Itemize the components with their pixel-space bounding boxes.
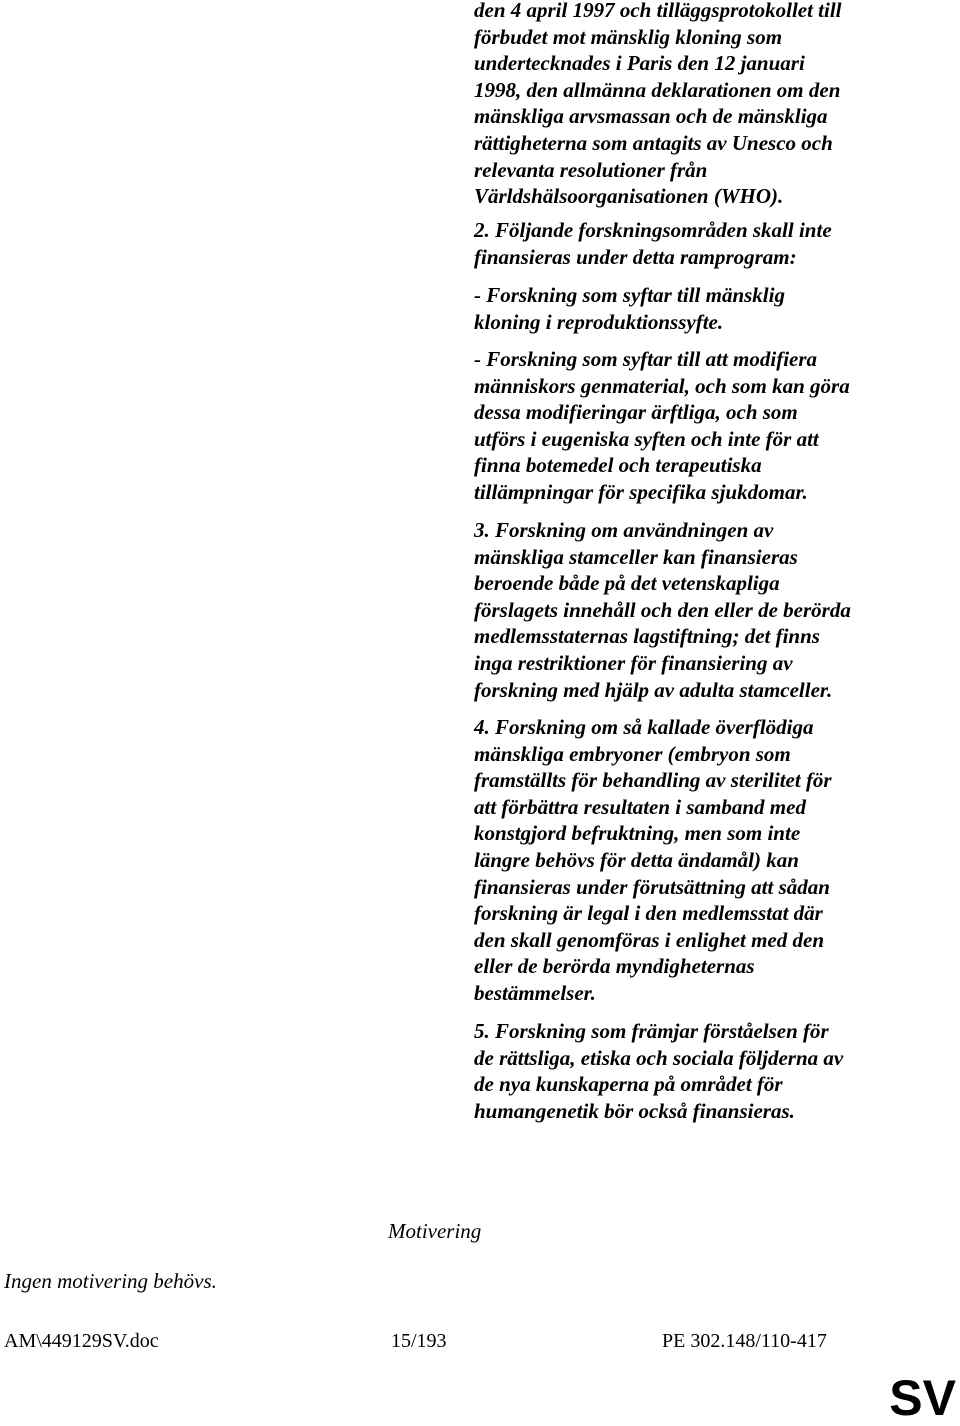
amendment-paragraph-4: 4. Forskning om så kallade överflödiga mänskliga embryoner (embryon som framställts för behandling av sterilitet för att förbättra resultaten i samband med konstgjord befruktning, men som inte längre behövs för detta ändamål) kan finansieras under förutsättning att sådan forskning är legal i den medlemsstat där den skall genomföras i enlighet med den eller de berörda myndigheternas bestämmelser.: [474, 715, 832, 1005]
footer-page-number: 15/193: [391, 1330, 447, 1352]
amendment-paragraph-3: 3. Forskning om användningen av mänskliga stamceller kan finansieras beroende både på det vetenskapliga förslagets innehåll och den eller de berörda medlemsstaternas lagstiftning; det finns inga restriktioner för finansiering av forskning med hjälp av adulta stamceller.: [474, 518, 851, 702]
footer-document-reference: AM\449129SV.doc: [4, 1330, 159, 1352]
footer-pe-reference: PE 302.148/110-417: [662, 1330, 827, 1352]
language-code: SV: [889, 1370, 956, 1426]
justification-text: Ingen motivering behövs.: [4, 1269, 217, 1293]
amendment-paragraph-5: 5. Forskning som främjar förståelsen för de rättsliga, etiska och sociala följderna av de nya kunskaperna på området för humangenetik bör också finansieras.: [474, 1019, 844, 1123]
amendment-paragraph-continued: den 4 april 1997 och tilläggsprotokollet till förbudet mot mänsklig kloning som undertecknades i Paris den 12 januari 1998, den allmänna deklarationen om den mänskliga arvsmassan och de mänskliga rättigheterna som antagits av Unesco och relevanta resolutioner från Världshälsoorganisationen (WHO).: [474, 0, 842, 209]
amendment-dash-item-2: - Forskning som syftar till att modifiera människors genmaterial, och som kan göra dessa modifieringar ärftliga, och som utförs i eugeniska syften och inte för att finna botemedel och terapeutiska tillämpningar för specifika sjukdomar.: [474, 347, 850, 504]
amendment-paragraph-2: 2. Följande forskningsområden skall inte finansieras under detta ramprogram:: [474, 218, 832, 269]
amendment-dash-item-1: - Forskning som syftar till mänsklig kloning i reproduktionssyfte.: [474, 283, 785, 334]
justification-heading: Motivering: [388, 1219, 482, 1243]
